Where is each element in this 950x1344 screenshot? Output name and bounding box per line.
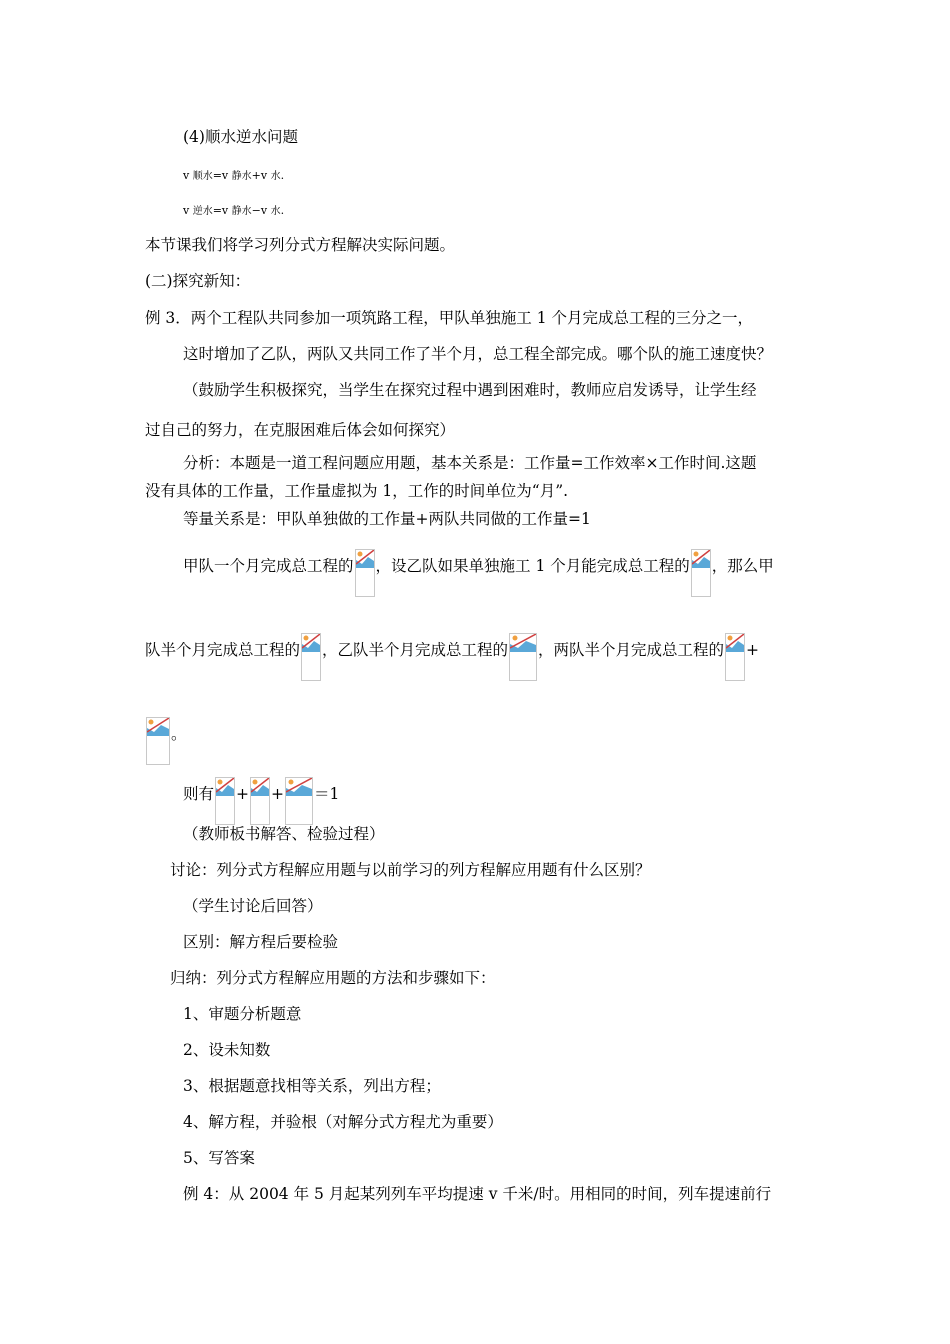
derivation-line-1: 甲队一个月完成总工程的 ，设乙队如果单独施工 1 个月能完成总工程的 ，那么甲 <box>183 549 774 597</box>
broken-image-icon <box>691 549 711 597</box>
step-1: 1、审题分析题意 <box>183 1005 302 1023</box>
example-3-line-1: 例 3．两个工程队共同参加一项筑路工程，甲队单独施工 1 个月完成总工程的三分之一， <box>145 309 754 327</box>
broken-image-icon <box>146 717 170 765</box>
student-note: （学生讨论后回答） <box>183 897 323 915</box>
difference: 区别：解方程后要检验 <box>183 933 339 951</box>
section-heading: (二)探究新知： <box>145 272 251 290</box>
formula-upstream: v 逆水=v 静水−v 水. <box>183 204 285 217</box>
note-line-2: 过自己的努力，在克服困难后体会如何探究） <box>145 421 456 439</box>
step-3: 3、根据题意找相等关系，列出方程； <box>183 1077 441 1095</box>
example-3-line-2: 这时增加了乙队，两队又共同工作了半个月，总工程全部完成。哪个队的施工速度快？ <box>183 345 773 363</box>
broken-image-icon <box>285 777 313 825</box>
step-5: 5、写答案 <box>183 1149 255 1167</box>
broken-image-icon <box>725 633 745 681</box>
broken-image-icon <box>355 549 375 597</box>
paragraph-intro: 本节课我们将学习列分式方程解决实际问题。 <box>145 236 456 254</box>
broken-image-icon <box>215 777 235 825</box>
equation-line: 则有 + + ＝1 <box>183 777 339 825</box>
formula-downstream: v 顺水=v 静水+v 水. <box>183 169 285 182</box>
equality-relation: 等量关系是：甲队单独做的工作量+两队共同做的工作量=1 <box>183 510 591 528</box>
discussion: 讨论：列分式方程解应用题与以前学习的列方程解应用题有什么区别？ <box>170 861 651 879</box>
heading-4: (4)顺水逆水问题 <box>183 128 298 146</box>
broken-image-icon <box>509 633 537 681</box>
teacher-note: （教师板书解答、检验过程） <box>183 825 385 843</box>
analysis-line-2: 没有具体的工作量，工作量虚拟为 1，工作的时间单位为“月”. <box>145 482 569 500</box>
note-line-1: （鼓励学生积极探究，当学生在探究过程中遇到困难时，教师应启发诱导，让学生经 <box>183 381 757 399</box>
step-2: 2、设未知数 <box>183 1041 271 1059</box>
summary: 归纳：列分式方程解应用题的方法和步骤如下： <box>170 969 496 987</box>
broken-image-icon <box>301 633 321 681</box>
analysis-line-1: 分析：本题是一道工程问题应用题，基本关系是：工作量=工作效率×工作时间.这题 <box>183 454 757 472</box>
step-4: 4、解方程，并验根（对解分式方程尤为重要） <box>183 1113 503 1131</box>
derivation-line-3: 。 <box>145 717 187 765</box>
derivation-line-2: 队半个月完成总工程的 ，乙队半个月完成总工程的 ，两队半个月完成总工程的 + <box>145 633 759 681</box>
example-4-line-1: 例 4：从 2004 年 5 月起某列列车平均提速 v 千米/时。用相同的时间，列车提速前行 <box>183 1185 772 1203</box>
broken-image-icon <box>250 777 270 825</box>
